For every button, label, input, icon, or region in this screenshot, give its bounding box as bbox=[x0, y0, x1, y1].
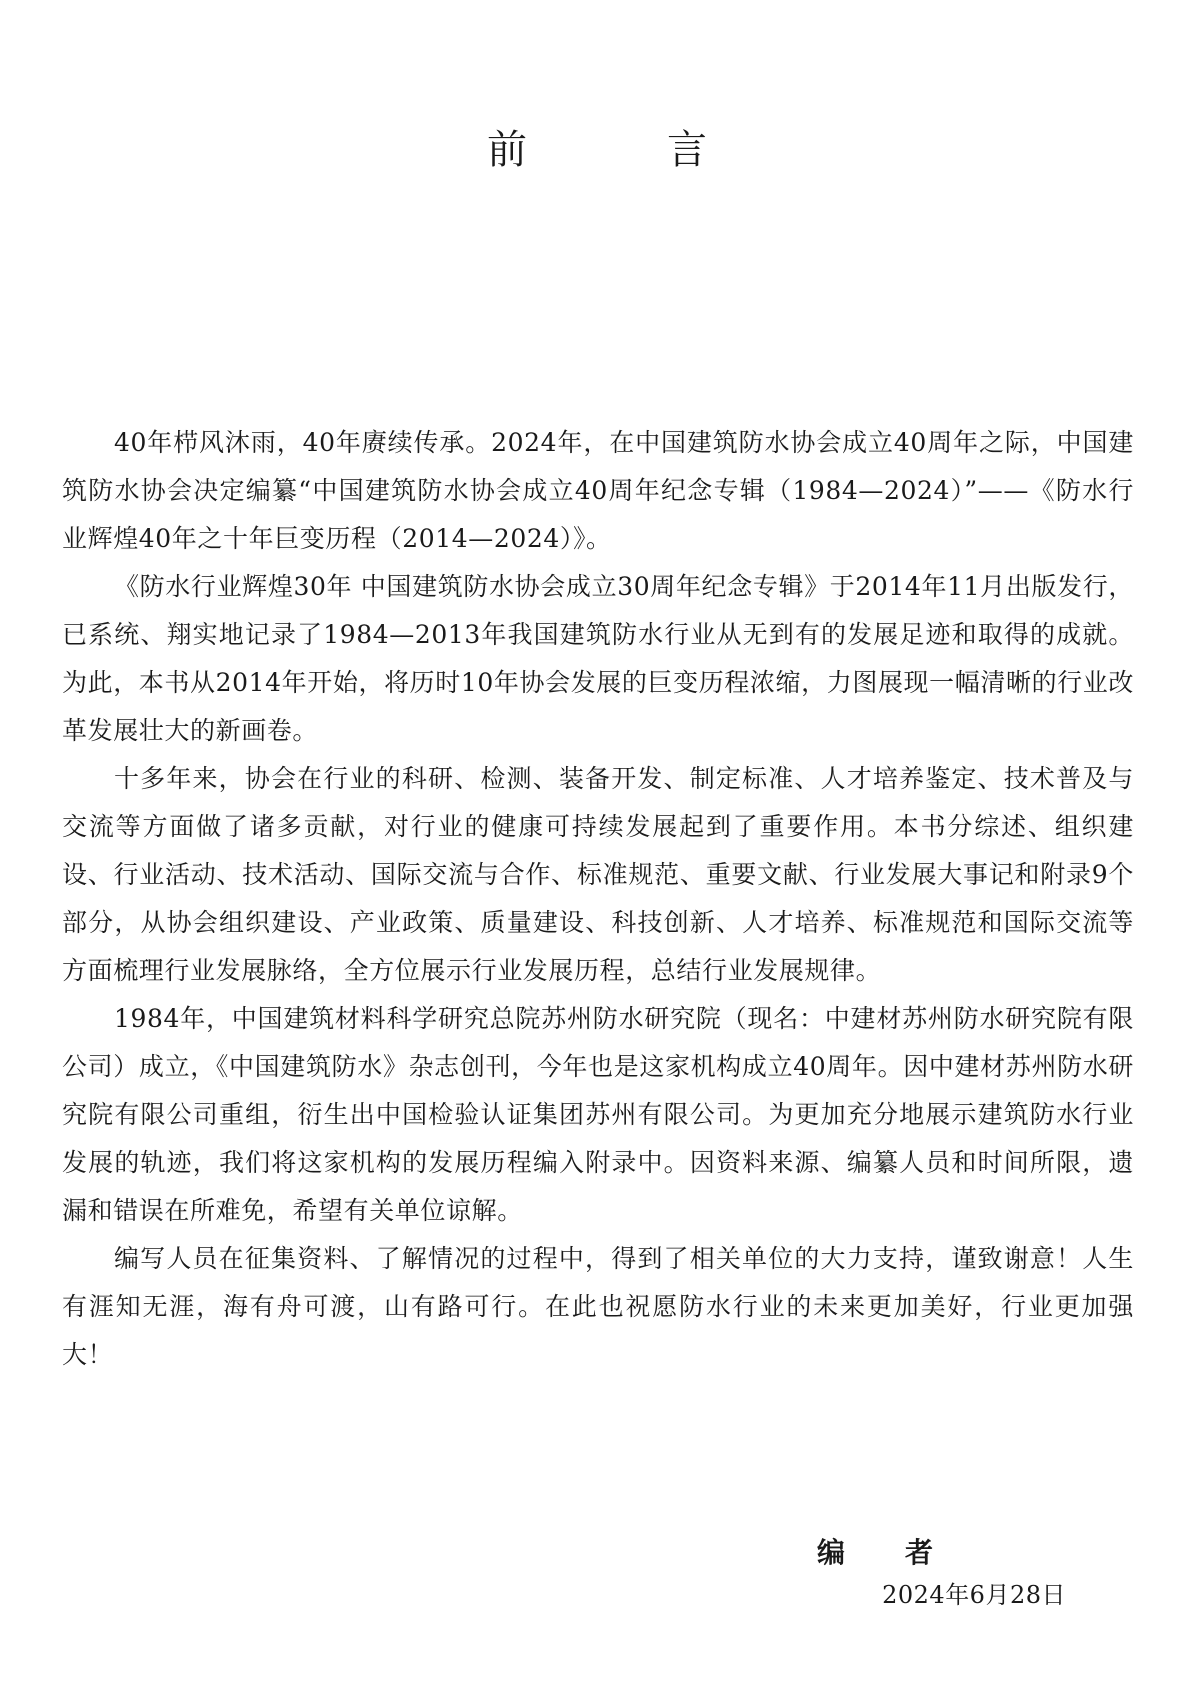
signature-date: 2024年6月28日 bbox=[882, 1581, 1066, 1609]
paragraph-3: 十多年来，协会在行业的科研、检测、装备开发、制定标准、人才培养鉴定、技术普及与交流等方面做了诸多贡献，对行业的健康可持续发展起到了重要作用。本书分综述、组织建设、行业活动、技术活动、国际交流与合作、标准规范、重要文献、行业发展大事记和附录9个部分，从协会组织建设、产业政策、质量建设、科技创新、人才培养、标准规范和国际交流等方面梳理行业发展脉络，全方位展示行业发展历程，总结行业发展规律。 bbox=[62, 764, 1134, 985]
paragraph-5: 编写人员在征集资料、了解情况的过程中，得到了相关单位的大力支持，谨致谢意！人生有涯知无涯，海有舟可渡，山有路可行。在此也祝愿防水行业的未来更加美好，行业更加强大！ bbox=[62, 1244, 1134, 1369]
paragraph-2: 《防水行业辉煌30年 中国建筑防水协会成立30周年纪念专辑》于2014年11月出版发行，已系统、翔实地记录了1984—2013年我国建筑防水行业从无到有的发展足迹和取得的成就。为此，本书从2014年开始，将历时10年协会发展的巨变历程浓缩，力图展现一幅清晰的行业改革发展壮大的新画卷。 bbox=[62, 572, 1134, 745]
author-signature: 编 者 bbox=[816, 1536, 949, 1569]
preface-body bbox=[62, 419, 1134, 1379]
paragraph-4: 1984年，中国建筑材料科学研究总院苏州防水研究院（现名：中建材苏州防水研究院有限公司）成立，《中国建筑防水》杂志创刊，今年也是这家机构成立40周年。因中建材苏州防水研究院有限公司重组，衍生出中国检验认证集团苏州有限公司。为更加充分地展示建筑防水行业发展的轨迹，我们将这家机构的发展历程编入附录中。因资料来源、编纂人员和时间所限，遗漏和错误在所难免，希望有关单位谅解。 bbox=[62, 1004, 1134, 1225]
page-title: 前 言 bbox=[487, 127, 757, 173]
paragraph-1: 40年栉风沐雨，40年赓续传承。2024年，在中国建筑防水协会成立40周年之际，中国建筑防水协会决定编纂“中国建筑防水协会成立40周年纪念专辑（1984—2024）”——《防水行业辉煌40年之十年巨变历程（2014—2024）》。 bbox=[62, 428, 1134, 553]
